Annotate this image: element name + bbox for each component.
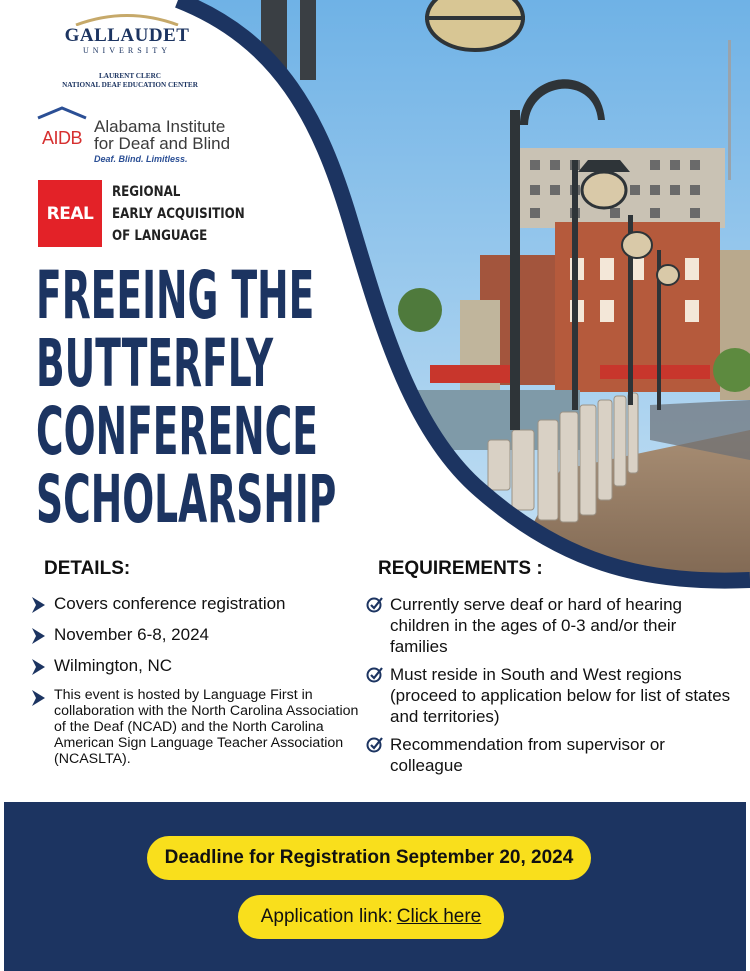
details-item: Covers conference registration [54, 594, 286, 613]
details-heading: DETAILS: [44, 558, 131, 579]
details-item: This event is hosted by Language First in collaboration with the North Carolina Association of the Deaf (NCAD) and the North Carolina American Sign Language Teacher Association (NCASLTA). [54, 687, 359, 767]
chevron-arrow-icon [30, 689, 46, 707]
gallaudet-name: GALLAUDET [64, 25, 190, 46]
details-item: November 6-8, 2024 [54, 625, 209, 644]
check-circle-icon [366, 666, 383, 683]
list-item [30, 625, 360, 645]
requirement-item: Must reside in South and West regions (proceed to application below for list of states and territories) [390, 665, 731, 726]
chevron-arrow-icon [30, 596, 46, 614]
check-circle-icon [366, 736, 383, 753]
application-pill [238, 895, 504, 939]
details-item: Wilmington, NC [54, 656, 173, 675]
gallaudet-arc-icon [72, 12, 182, 26]
footer-banner [4, 802, 746, 971]
real-line3: OF LANGUAGE [112, 228, 208, 244]
details-list [30, 594, 360, 767]
list-item [366, 734, 736, 776]
aidb-abbr: AIDB [41, 128, 83, 148]
title-line1: FREEING THE [36, 257, 315, 334]
application-label: Application link: [260, 906, 393, 927]
list-item [366, 594, 736, 657]
title-line4: SCHOLARSHIP [36, 461, 337, 538]
real-logo-text [112, 181, 245, 247]
clerc-line1: LAURENT CLERC [99, 72, 161, 80]
aidb-logo [36, 106, 246, 166]
gallaudet-sub: UNIVERSITY [83, 46, 171, 55]
requirements-heading: REQUIREMENTS : [378, 558, 543, 579]
check-circle-icon [366, 596, 383, 613]
title-line2: BUTTERFLY [36, 325, 274, 402]
gallaudet-logo [52, 12, 202, 56]
real-line1: REGIONAL [112, 184, 181, 200]
clerc-center-name [40, 72, 220, 90]
chevron-arrow-icon [30, 658, 46, 676]
list-item [30, 594, 360, 614]
aidb-tagline: Deaf. Blind. Limitless. [94, 154, 188, 164]
aidb-name-line1: Alabama Institute [94, 117, 226, 136]
page-title [36, 257, 337, 538]
deadline-pill: Deadline for Registration September 20, 2024 [147, 836, 591, 880]
application-link[interactable]: Click here [396, 906, 482, 927]
aidb-house-icon [36, 106, 88, 150]
aidb-name [94, 118, 230, 152]
list-item [30, 656, 360, 676]
aidb-name-line2: for Deaf and Blind [94, 134, 231, 153]
list-item [30, 687, 360, 767]
real-line2: EARLY ACQUISITION [112, 206, 245, 222]
requirement-item: Recommendation from supervisor or colleague [390, 735, 665, 775]
chevron-arrow-icon [30, 627, 46, 645]
requirement-item: Currently serve deaf or hard of hearing children in the ages of 0-3 and/or their families [390, 595, 682, 656]
real-logo-box: REAL [38, 180, 102, 247]
list-item [366, 664, 736, 727]
clerc-line2: NATIONAL DEAF EDUCATION CENTER [62, 81, 198, 89]
requirements-list [366, 594, 736, 783]
title-line3: CONFERENCE [36, 393, 318, 470]
